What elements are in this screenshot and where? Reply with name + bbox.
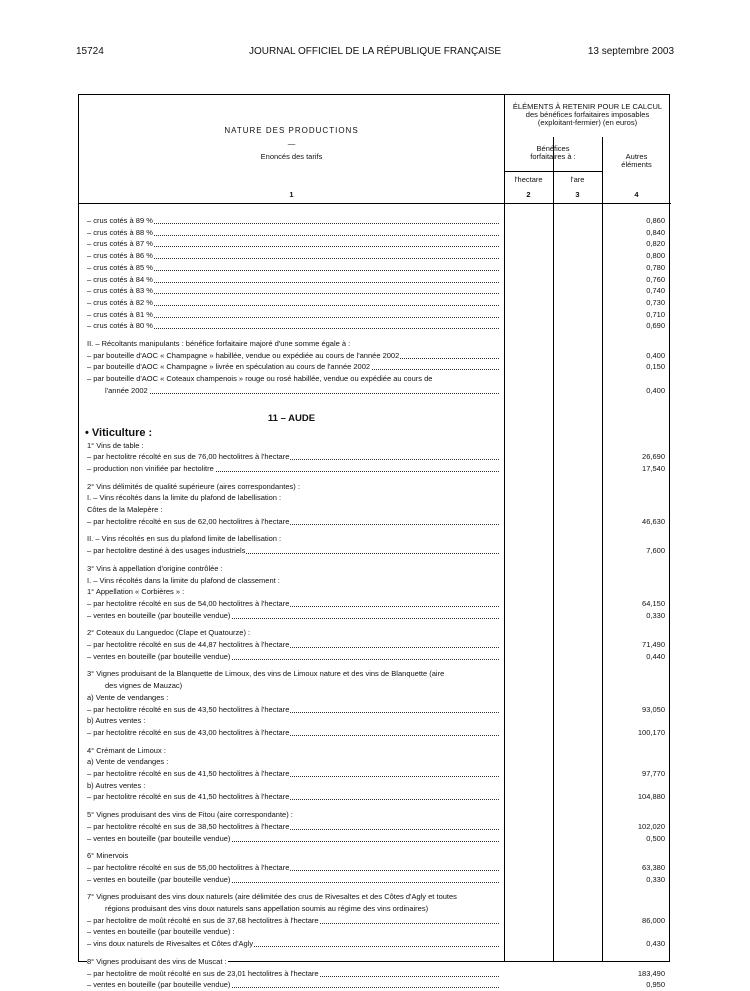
row-label	[87, 440, 499, 452]
row-label-text: Côtes de la Malepère :	[87, 505, 163, 514]
row-label-text: – par hectolitre récolté en sus de 62,00 hectolitres à l'hectare	[87, 516, 290, 526]
table-row	[79, 361, 671, 373]
row-label	[87, 285, 499, 297]
row-label-text: – par hectolitre récolté en sus de 54,00 hectolitres à l'hectare	[87, 598, 290, 608]
table-row	[79, 639, 671, 651]
table-row	[79, 610, 671, 622]
table-row	[79, 481, 671, 493]
row-label	[87, 610, 499, 622]
table-row	[79, 745, 671, 757]
row-value: 0,330	[646, 874, 665, 884]
row-value: 100,170	[637, 727, 665, 737]
table-row	[79, 791, 671, 803]
row-label	[87, 492, 499, 504]
row-label-text: – par hectolitre récolté en sus de 43,50 hectolitres à l'hectare	[87, 704, 290, 714]
row-label-text: I. – Vins récoltés dans la limite du plafond de labellisation :	[87, 493, 282, 503]
row-label-text: 2° Coteaux du Languedoc (Clape et Quatourze) :	[87, 628, 251, 638]
table-row	[79, 862, 671, 874]
row-label	[87, 598, 499, 610]
row-label-text: 3° Vins à appellation d'origine contrôlée :	[87, 563, 223, 573]
row-value: 0,840	[646, 227, 665, 237]
row-label-text: – par hectolitre de moût récolté en sus de 23,01 hectolitres à l'hectare	[87, 968, 319, 978]
row-label-text: – ventes en bouteille (par bouteille vendue)	[87, 874, 231, 884]
col3-heading: l'are	[570, 175, 585, 184]
row-label-text: 3° Vignes produisant de la Blanquette de Limoux, des vins de Limoux nature et des vins de Blanquette (aire	[87, 669, 445, 679]
row-label	[87, 968, 499, 980]
row-label-text: régions produisant des vins doux naturels sans appellation soumis au régime des vins ordinaires)	[105, 904, 429, 913]
row-label-text: – ventes en bouteille (par bouteille vendue)	[87, 610, 231, 620]
table-row	[79, 680, 671, 692]
row-label-text: – par hectolitre récolté en sus de 41,50 hectolitres à l'hectare	[87, 769, 290, 778]
row-label	[87, 833, 499, 845]
row-label	[87, 692, 499, 704]
row-label	[87, 938, 499, 950]
row-label	[87, 516, 499, 528]
row-value: 102,020	[637, 821, 665, 831]
col3-number: 3	[575, 190, 580, 199]
row-label	[87, 891, 499, 903]
row-value: 0,820	[646, 239, 665, 249]
table-row	[79, 350, 671, 362]
table-row	[79, 338, 671, 350]
table-row	[79, 850, 671, 862]
group-heading-line3: (exploitant-fermier) (en euros)	[537, 118, 638, 127]
table-row	[79, 651, 671, 663]
row-label	[87, 504, 499, 516]
table-row	[79, 598, 671, 610]
row-label	[87, 373, 499, 385]
row-label	[87, 627, 499, 639]
table-row	[79, 727, 671, 739]
row-value: 0,330	[646, 610, 665, 620]
table-row	[79, 668, 671, 680]
row-label	[87, 926, 499, 938]
row-value: 0,430	[646, 939, 665, 949]
table-row	[79, 516, 671, 528]
table-row	[79, 715, 671, 727]
section-heading: 11 – AUDE	[267, 412, 316, 424]
row-label-text: – par hectolitre récolté en sus de 55,00 hectolitres à l'hectare	[87, 862, 290, 872]
row-label-text: – crus cotés à 80 %	[87, 321, 153, 331]
row-label-text: – par hectolitre destiné à des usages industriels	[87, 546, 246, 556]
col4-number: 4	[634, 190, 639, 199]
row-label-text: – par bouteille d'AOC « Champagne » habillée, vendue ou expédiée au cours de l'année 2002	[87, 350, 400, 360]
row-label-text: – par hectolitre récolté en sus de 41,50 hectolitres à l'hectare	[87, 792, 290, 802]
table-row	[79, 215, 671, 227]
row-value: 7,600	[646, 546, 665, 556]
table-row	[79, 979, 671, 991]
row-label	[87, 309, 499, 321]
table-row	[79, 250, 671, 262]
row-label-text: b) Autres ventes :	[87, 780, 146, 790]
publication-date: 13 septembre 2003	[587, 46, 674, 57]
row-value: 183,490	[637, 968, 665, 978]
table-row	[79, 586, 671, 598]
row-value: 0,730	[646, 297, 665, 307]
row-label	[87, 451, 499, 463]
row-label	[87, 297, 499, 309]
row-label	[87, 956, 499, 968]
table-row	[79, 227, 671, 239]
table-row	[79, 926, 671, 938]
table-row	[79, 956, 671, 968]
row-label	[87, 215, 499, 227]
row-label	[87, 262, 499, 274]
row-label-text: – ventes en bouteille (par bouteille vendue)	[87, 980, 231, 990]
row-label	[87, 338, 499, 350]
benef-heading-line2: forfaitaires à :	[530, 152, 576, 161]
row-value: 0,400	[646, 350, 665, 360]
table-row	[79, 492, 671, 504]
row-label	[87, 563, 499, 575]
row-value: 63,380	[642, 862, 665, 872]
row-label-text: – par hectolitre récolté en sus de 44,87 hectolitres à l'hectare	[87, 640, 290, 649]
table-row	[79, 463, 671, 475]
row-label	[87, 227, 499, 239]
row-label-text: 5° Vignes produisant des vins de Fitou (aire correspondante) :	[87, 810, 293, 820]
row-label	[87, 780, 499, 792]
table-row	[79, 451, 671, 463]
table-row	[79, 504, 671, 516]
row-label-text: – par bouteille d'AOC « Coteaux champenois » rouge ou rosé habillée, vendue ou expédiée au cours de	[87, 374, 433, 384]
row-label-text: – crus cotés à 84 %	[87, 274, 153, 284]
row-value: 0,740	[646, 286, 665, 296]
header-rule	[79, 203, 671, 204]
row-label	[87, 791, 499, 803]
row-label	[87, 745, 499, 757]
row-label-text: – par hectolitre récolté en sus de 38,50 hectolitres à l'hectare	[87, 821, 290, 831]
col4-heading-line1: Autres	[625, 152, 648, 161]
col1-dash: —	[287, 139, 296, 148]
page-number: 15724	[76, 46, 104, 57]
table-row	[79, 238, 671, 250]
table-row	[79, 309, 671, 321]
table-row	[79, 563, 671, 575]
row-label	[105, 680, 499, 692]
row-label-text: 8° Vignes produisant des vins de Muscat :	[87, 956, 227, 966]
row-value: 104,880	[637, 792, 665, 802]
row-label-text: – par hectolitre de moût récolté en sus de 37,68 hectolitres à l'hectare	[87, 915, 319, 925]
table-row	[79, 874, 671, 886]
row-value: 71,490	[642, 640, 665, 649]
table-row	[79, 768, 671, 780]
table-row	[79, 262, 671, 274]
table-row	[79, 320, 671, 332]
table-row	[79, 938, 671, 950]
row-value: 93,050	[642, 704, 665, 714]
row-value: 0,760	[646, 274, 665, 284]
row-label	[87, 651, 499, 663]
row-label-text: – par hectolitre récolté en sus de 43,00 hectolitres à l'hectare	[87, 727, 290, 737]
row-label	[87, 850, 499, 862]
tariff-table	[78, 94, 670, 990]
row-label-text: l'année 2002	[105, 385, 148, 395]
row-value: 0,500	[646, 833, 665, 843]
row-label	[87, 715, 499, 727]
row-label	[87, 250, 499, 262]
col1-number: 1	[289, 190, 294, 199]
col2-number: 2	[526, 190, 531, 199]
row-label-text: 1° Appellation « Corbières » :	[87, 587, 185, 597]
row-label-text: 7° Vignes produisant des vins doux naturels (aire délimitée des crus de Rivesaltes et des Côtes d'Agly et toutes	[87, 892, 457, 902]
col4-heading-line2: éléments	[621, 160, 652, 169]
table-row	[79, 533, 671, 545]
row-label-text: – crus cotés à 88 %	[87, 227, 153, 237]
row-label-text: – par bouteille d'AOC « Champagne » livrée en spéculation au cours de l'année 2002	[87, 362, 371, 372]
row-label-text: 2° Vins délimités de qualité supérieure (aires correspondantes) :	[87, 481, 300, 491]
table-row	[79, 297, 671, 309]
group-heading-line2: des bénéfices forfaitaires imposables	[525, 110, 650, 119]
col1-subtitle: Enoncés des tarifs	[260, 152, 323, 161]
table-row	[79, 903, 671, 915]
page-header	[76, 46, 674, 60]
group-heading-line1: ÉLÉMENTS À RETENIR POUR LE CALCUL	[512, 102, 663, 111]
table-row	[79, 809, 671, 821]
table-row	[79, 692, 671, 704]
row-value: 0,800	[646, 251, 665, 261]
row-label-text: 1° Vins de table :	[87, 440, 144, 450]
row-value: 64,150	[642, 598, 665, 608]
row-label	[87, 463, 499, 475]
table-row	[79, 385, 671, 397]
row-label	[87, 809, 499, 821]
row-label-text: – ventes en bouteille (par bouteille vendue)	[87, 833, 231, 843]
table-row	[79, 833, 671, 845]
table-row	[79, 780, 671, 792]
table-row	[79, 575, 671, 587]
table-row	[79, 274, 671, 286]
table-row	[79, 891, 671, 903]
row-label-text: – ventes en bouteille (par bouteille vendue) :	[87, 927, 235, 937]
journal-title: JOURNAL OFFICIEL DE LA RÉPUBLIQUE FRANÇAISE	[248, 46, 502, 57]
row-value: 0,950	[646, 980, 665, 990]
row-label-text: II. – Récoltants manipulants : bénéfice forfaitaire majoré d'une somme égale à :	[87, 339, 351, 348]
row-label	[87, 874, 499, 886]
row-label	[87, 350, 499, 362]
row-value: 0,710	[646, 309, 665, 319]
row-label-text: – crus cotés à 83 %	[87, 286, 153, 296]
table-row	[79, 756, 671, 768]
table-row	[79, 373, 671, 385]
row-value: 97,770	[642, 769, 665, 778]
domain-heading: • Viticulture :	[85, 426, 153, 439]
row-label	[87, 586, 499, 598]
row-label	[105, 903, 499, 915]
row-label	[105, 385, 499, 397]
row-label	[87, 704, 499, 716]
row-label-text: – par hectolitre récolté en sus de 76,00 hectolitres à l'hectare	[87, 452, 290, 462]
row-label-text: 6° Minervois	[87, 851, 129, 861]
row-label	[87, 756, 499, 768]
table-row	[79, 440, 671, 452]
row-value: 46,630	[642, 516, 665, 526]
row-value: 0,400	[646, 385, 665, 395]
table-row	[79, 627, 671, 639]
row-label-text: – crus cotés à 86 %	[87, 251, 153, 261]
header-rule	[504, 171, 602, 172]
row-value: 17,540	[642, 463, 665, 473]
row-label-text: – ventes en bouteille (par bouteille vendue)	[87, 651, 231, 661]
row-label-text: – crus cotés à 82 %	[87, 297, 153, 307]
row-label	[87, 481, 499, 493]
col2-heading: l'hectare	[514, 175, 543, 184]
row-value: 26,690	[642, 452, 665, 462]
row-label-text: I. – Vins récoltés dans la limite du plafond de classement :	[87, 575, 280, 585]
row-label	[87, 320, 499, 332]
row-label	[87, 862, 499, 874]
row-value: 0,440	[646, 651, 665, 661]
row-label-text: – production non vinifiée par hectolitre	[87, 463, 214, 473]
col1-title: NATURE DES PRODUCTIONS	[224, 126, 359, 135]
row-value: 0,780	[646, 262, 665, 272]
row-label-text: – vins doux naturels de Rivesaltes et Côtes d'Agly	[87, 939, 254, 949]
row-label-text: b) Autres ventes :	[87, 716, 146, 726]
row-label-text: – crus cotés à 87 %	[87, 239, 153, 249]
row-label	[87, 979, 499, 991]
row-label	[87, 915, 499, 927]
row-label-text: – crus cotés à 89 %	[87, 216, 153, 225]
row-label-text: a) Vente de vendanges :	[87, 692, 169, 702]
table-row	[79, 545, 671, 557]
table-row	[79, 821, 671, 833]
row-label	[87, 821, 499, 833]
row-label-text: – crus cotés à 81 %	[87, 309, 153, 319]
row-label-text: II. – Vins récoltés en sus du plafond limite de labellisation :	[87, 534, 282, 544]
row-label	[87, 361, 499, 373]
row-value: 0,860	[646, 216, 665, 225]
row-label-text: 4° Crémant de Limoux :	[87, 745, 166, 755]
row-label	[87, 727, 499, 739]
benef-heading-line1: Bénéfices	[536, 144, 570, 153]
row-label	[87, 639, 499, 651]
row-value: 86,000	[642, 915, 665, 925]
row-label	[87, 238, 499, 250]
row-label	[87, 575, 499, 587]
row-value: 0,150	[646, 362, 665, 372]
table-row	[79, 968, 671, 980]
row-label	[87, 274, 499, 286]
row-label-text: – crus cotés à 85 %	[87, 262, 153, 272]
row-value: 0,690	[646, 321, 665, 331]
row-label	[87, 768, 499, 780]
row-label	[87, 533, 499, 545]
table-row	[79, 285, 671, 297]
row-label-text: des vignes de Mauzac)	[105, 681, 183, 691]
row-label	[87, 545, 499, 557]
table-row	[79, 704, 671, 716]
row-label	[87, 668, 499, 680]
table-row	[79, 915, 671, 927]
row-label-text: a) Vente de vendanges :	[87, 757, 169, 767]
